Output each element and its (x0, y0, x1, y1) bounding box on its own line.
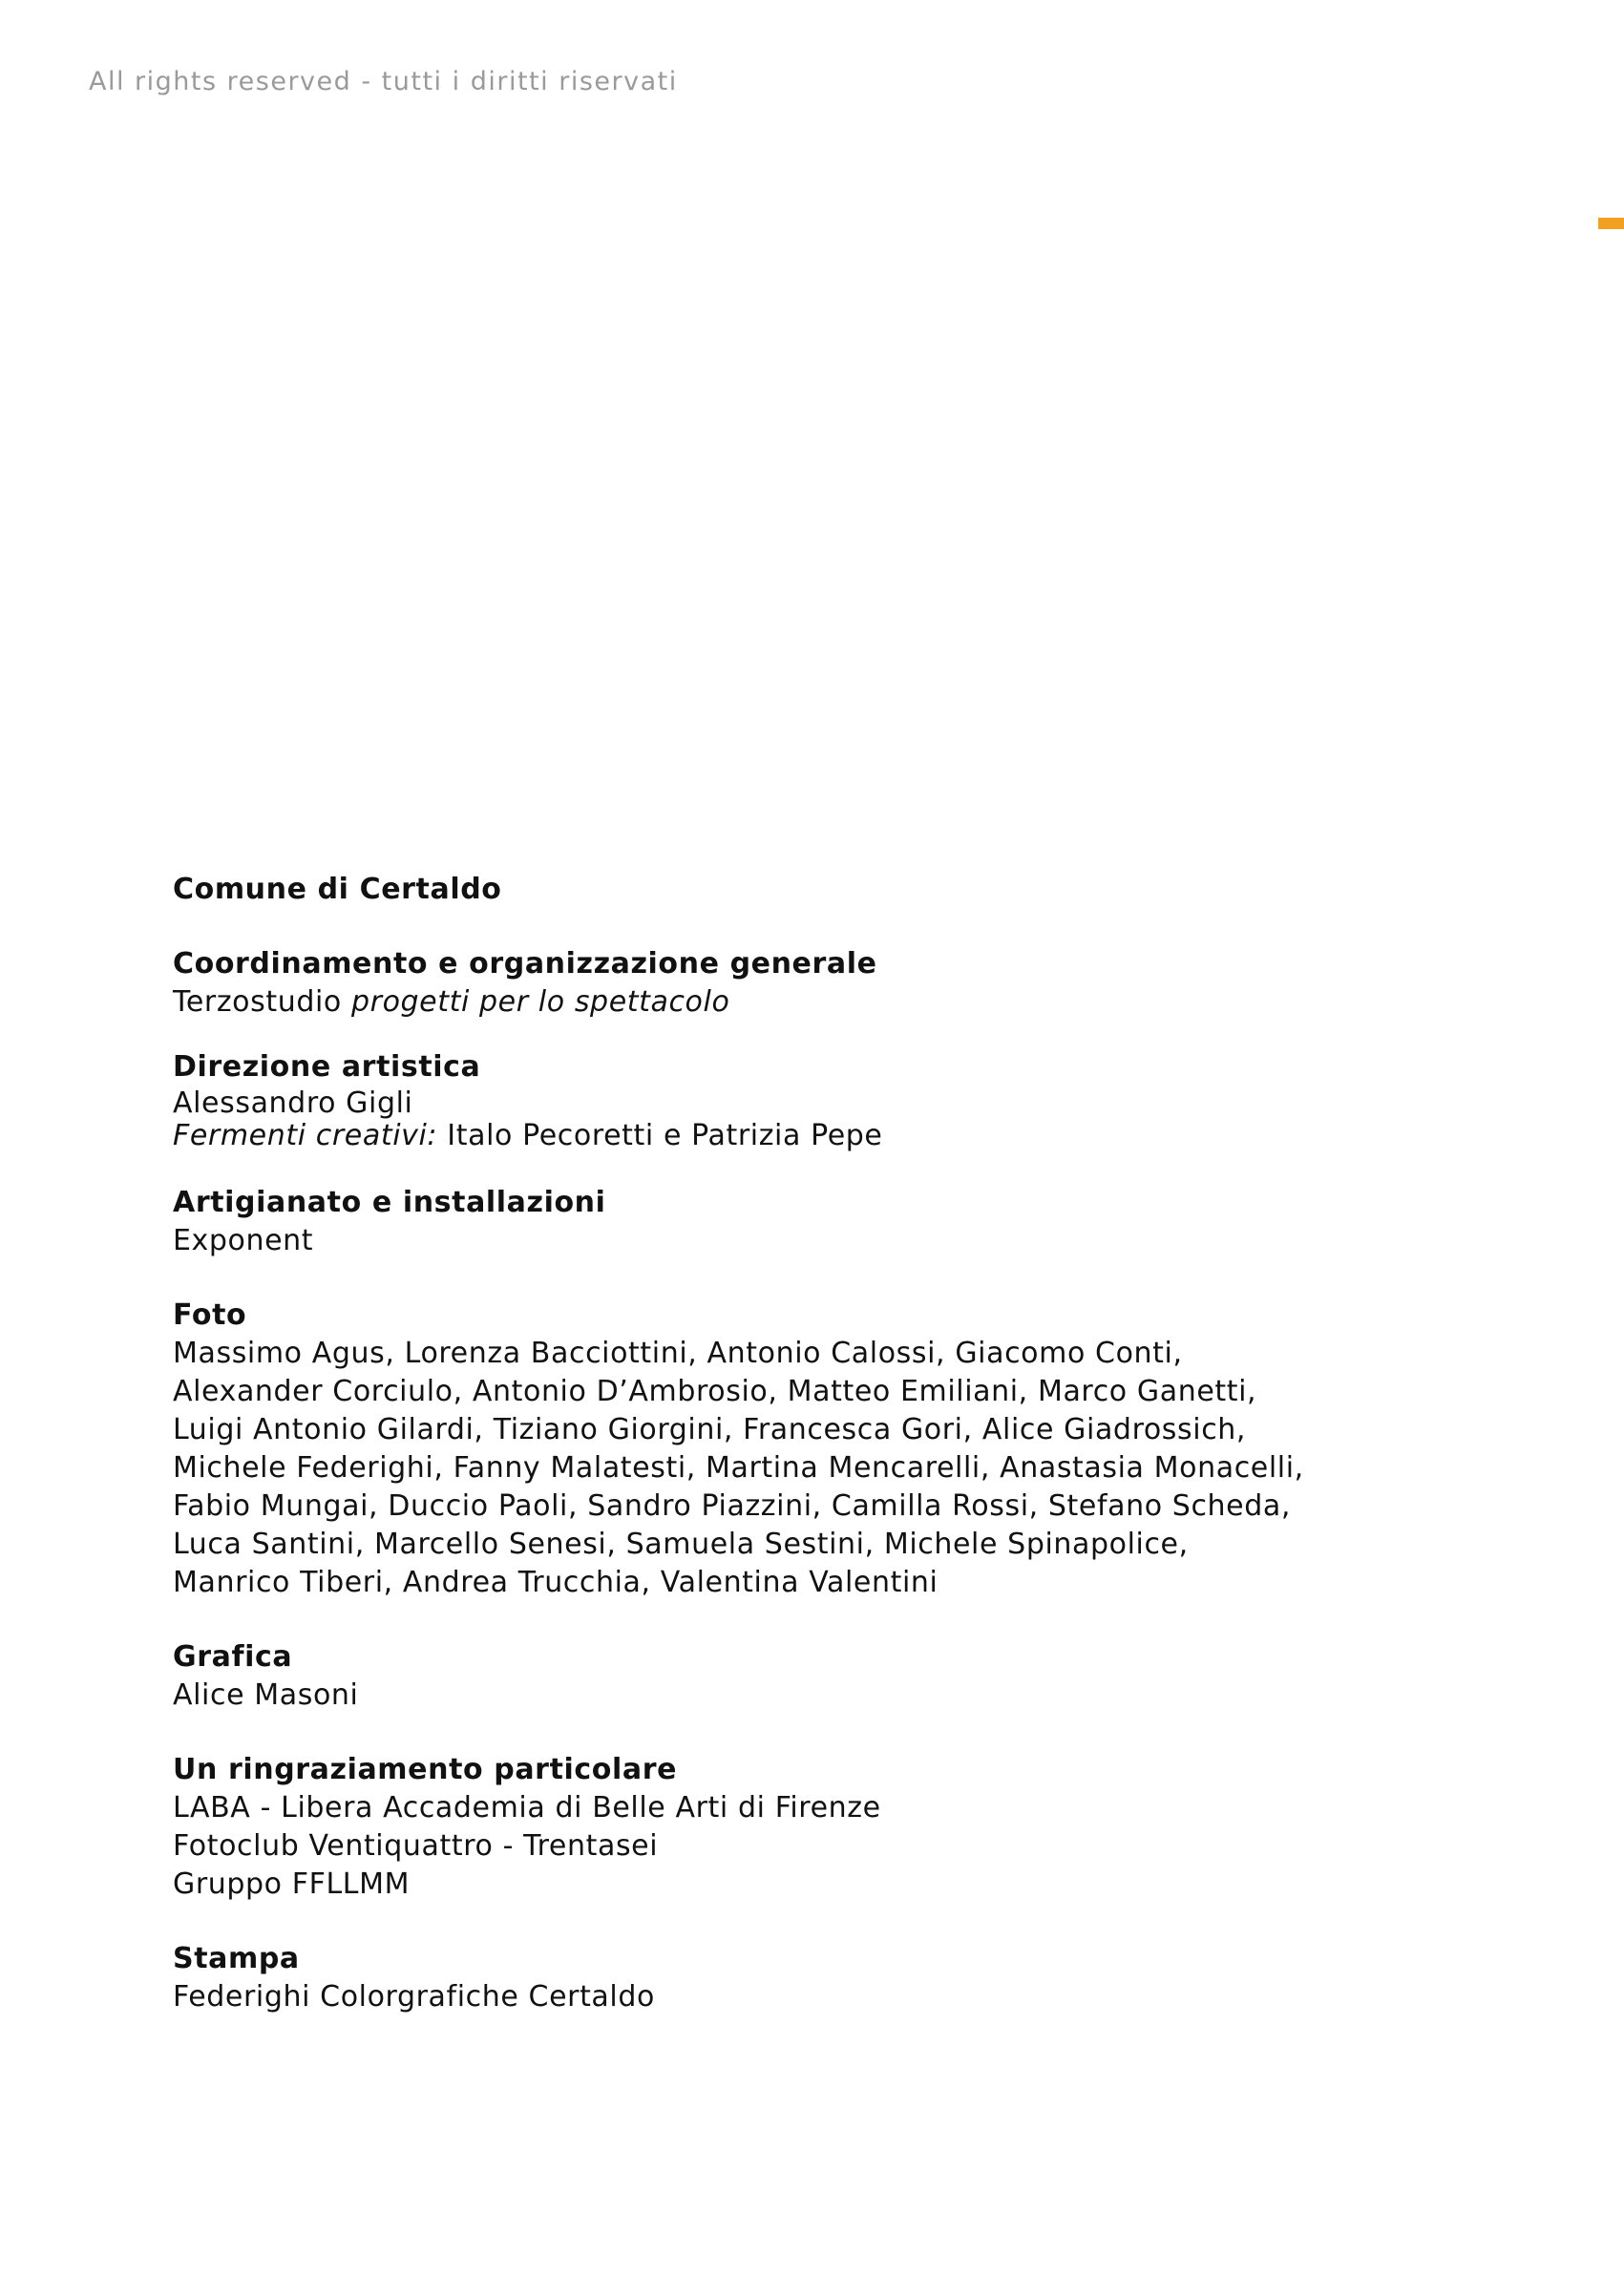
credits-foto (173, 1297, 1304, 1602)
comune-heading: Comune di Certaldo (173, 873, 502, 906)
foto-line: Luigi Antonio Gilardi, Tiziano Giorgini, Francesca Gori, Alice Giadrossich, (173, 1413, 1247, 1446)
ringraziamento-line: LABA - Libera Accademia di Belle Arti di Firenze (173, 1791, 881, 1825)
foto-line: Fabio Mungai, Duccio Paoli, Sandro Piazzini, Camilla Rossi, Stefano Scheda, (173, 1489, 1291, 1523)
foto-heading: Foto (173, 1298, 247, 1332)
ringraziamento-line: Fotoclub Ventiquattro - Trentasei (173, 1829, 659, 1863)
coordinamento-name-italic: progetti per lo spettacolo (351, 985, 730, 1019)
credits-direzione (173, 1051, 883, 1152)
stampa-heading: Stampa (173, 1942, 300, 1975)
grafica-heading: Grafica (173, 1640, 293, 1674)
fermenti-names: Italo Pecoretti e Patrizia Pepe (447, 1119, 883, 1152)
direzione-fermenti-line (173, 1120, 883, 1152)
ringraziamento-heading: Un ringraziamento particolare (173, 1753, 678, 1786)
fermenti-label: Fermenti creativi: (173, 1119, 438, 1152)
stampa-name: Federighi Colorgrafiche Certaldo (173, 1980, 655, 2014)
rights-notice: All rights reserved - tutti i diritti riservati (89, 67, 678, 96)
credits-comune (173, 871, 502, 909)
artigianato-heading: Artigianato e installazioni (173, 1186, 606, 1219)
foto-line: Luca Santini, Marcello Senesi, Samuela Sestini, Michele Spinapolice, (173, 1528, 1189, 1561)
coordinamento-heading: Coordinamento e organizzazione generale (173, 947, 877, 981)
coordinamento-name: Terzostudio (173, 985, 342, 1019)
foto-line: Michele Federighi, Fanny Malatesti, Martina Mencarelli, Anastasia Monacelli, (173, 1451, 1304, 1485)
ringraziamento-line: Gruppo FFLLMM (173, 1867, 411, 1901)
direzione-director: Alessandro Gigli (173, 1086, 413, 1120)
credits-artigianato (173, 1184, 606, 1260)
credits-coordinamento (173, 945, 877, 1022)
coordinamento-line (173, 983, 877, 1022)
foto-line: Massimo Agus, Lorenza Bacciottini, Antonio Calossi, Giacomo Conti, (173, 1337, 1183, 1370)
artigianato-name: Exponent (173, 1224, 314, 1257)
foto-line: Manrico Tiberi, Andrea Trucchia, Valentina Valentini (173, 1566, 939, 1599)
direzione-heading: Direzione artistica (173, 1050, 481, 1084)
grafica-name: Alice Masoni (173, 1678, 359, 1712)
credits-stampa (173, 1940, 655, 2016)
credits-grafica (173, 1638, 358, 1715)
foto-line: Alexander Corciulo, Antonio D’Ambrosio, Matteo Emiliani, Marco Ganetti, (173, 1375, 1257, 1408)
credits-ringraziamento (173, 1751, 881, 1904)
accent-mark (1598, 218, 1624, 229)
